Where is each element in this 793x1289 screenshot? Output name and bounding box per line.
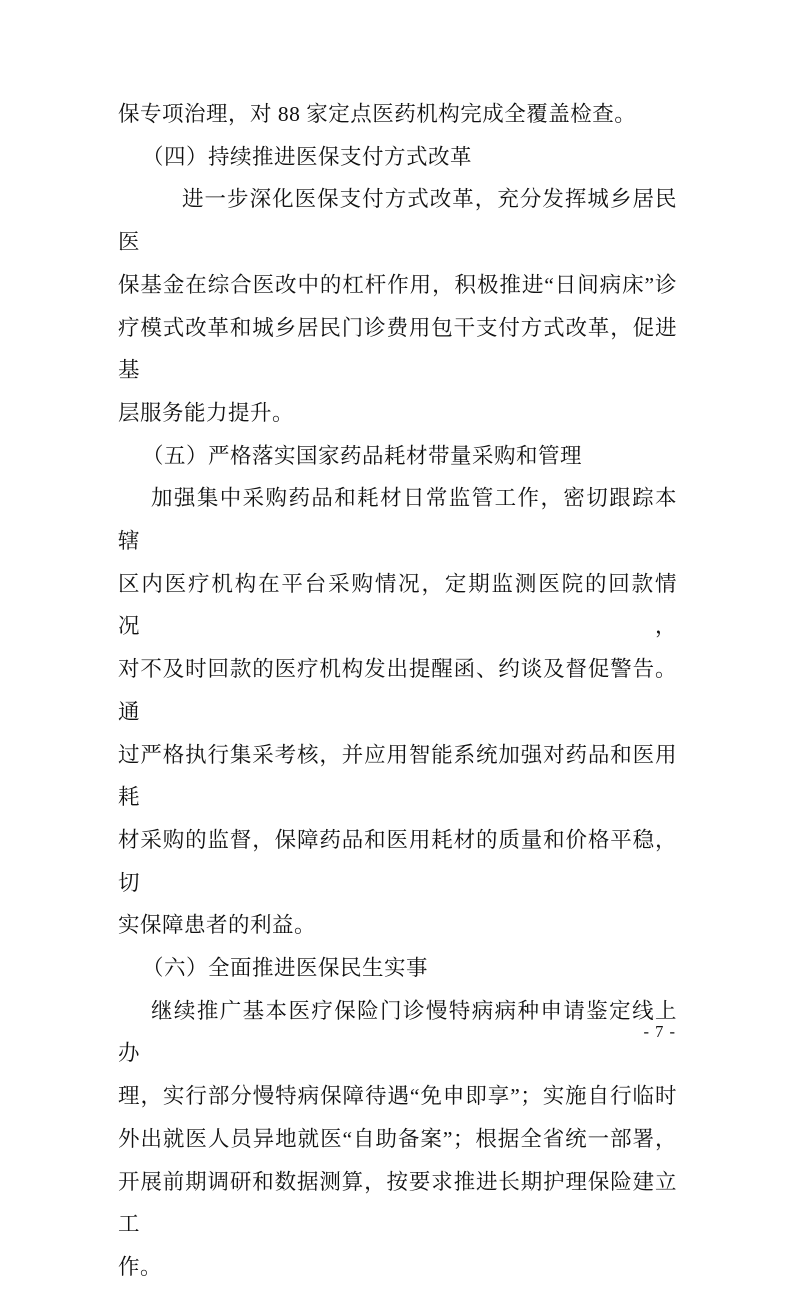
text-line: 开展前期调研和数据测算，按要求推进长期护理保险建立工: [118, 1169, 677, 1237]
body-paragraph: [118, 477, 677, 947]
text-line: （五）严格落实国家药品耗材带量采购和管理: [142, 443, 583, 468]
text-line: 层服务能力提升。: [118, 400, 295, 425]
section-heading: [118, 947, 677, 990]
text-line: 材采购的监督，保障药品和医用耗材的质量和价格平稳，切: [118, 827, 677, 895]
text-line: 进一步深化医保支付方式改革，充分发挥城乡居民医: [118, 187, 677, 255]
body-paragraph: [118, 990, 677, 1289]
body-paragraph: [118, 93, 677, 136]
text-line: 加强集中采购药品和耗材日常监管工作，密切跟踪本辖: [118, 486, 677, 554]
text-line: 区内医疗机构在平台采购情况，定期监测医院的回款情况，: [118, 571, 677, 639]
text-line: （六）全面推进医保民生实事: [142, 956, 429, 981]
document-body: [118, 93, 677, 1289]
text-line: 保专项治理，对 88 家定点医药机构完成全覆盖检查。: [118, 102, 637, 126]
section-heading: [118, 136, 677, 179]
text-line: 疗模式改革和城乡居民门诊费用包干支付方式改革，促进基: [118, 315, 677, 383]
page-number: - 7 -: [643, 1022, 676, 1041]
text-line: 过严格执行集采考核，并应用智能系统加强对药品和医用耗: [118, 742, 677, 810]
text-line: 继续推广基本医疗保险门诊慢特病病种申请鉴定线上办: [118, 998, 677, 1066]
section-heading: [118, 435, 677, 478]
text-line: 实保障患者的利益。: [118, 913, 317, 938]
text-line: 保基金在综合医改中的杠杆作用，积极推进“日间病床”诊: [118, 272, 677, 297]
text-line: 作。: [118, 1254, 163, 1279]
text-line: 外出就医人员异地就医“自助备案”；根据全省统一部署，: [118, 1126, 677, 1151]
text-line: 理，实行部分慢特病保障待遇“免申即享”；实施自行临时: [118, 1084, 677, 1109]
text-line: 对不及时回款的医疗机构发出提醒函、约谈及督促警告。通: [118, 657, 677, 724]
text-line: （四）持续推进医保支付方式改革: [142, 144, 473, 169]
body-paragraph: [118, 178, 677, 434]
